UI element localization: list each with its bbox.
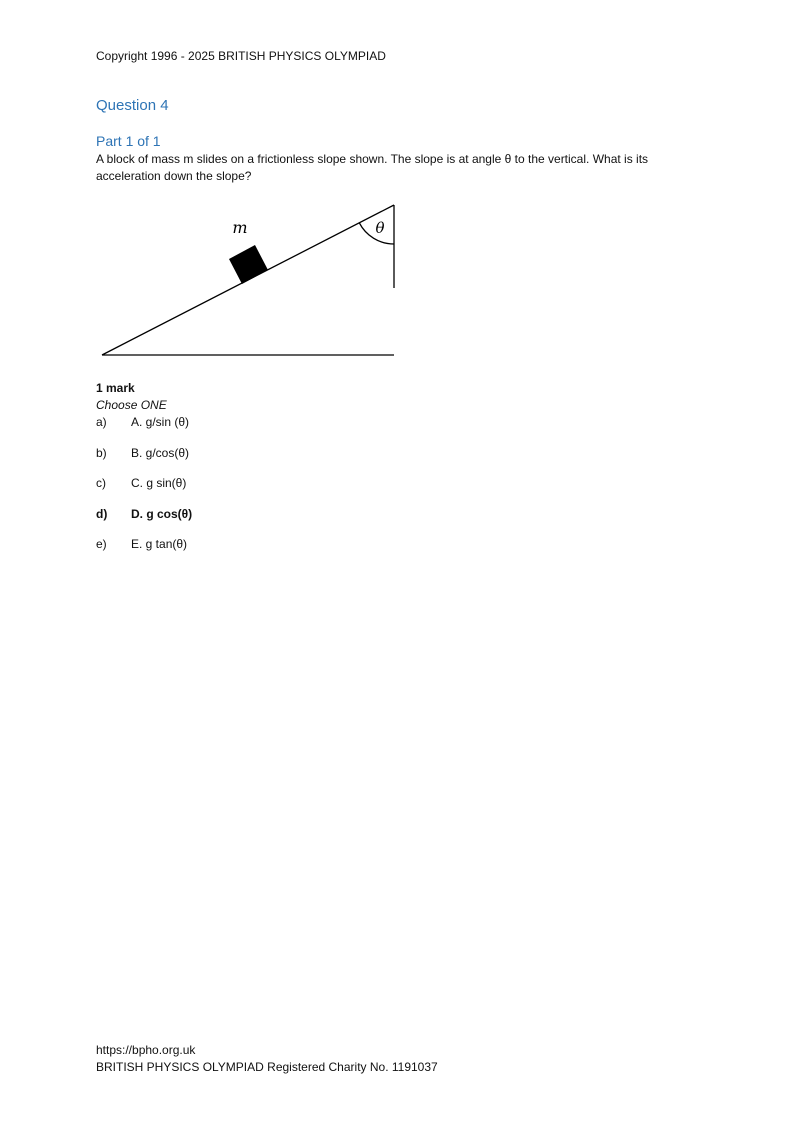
option-letter: d) [96, 507, 108, 521]
option-b[interactable] [96, 446, 189, 460]
angle-label: θ [375, 219, 385, 237]
option-letter: a) [96, 415, 107, 429]
slope-diagram [96, 198, 406, 363]
mass-block [229, 245, 268, 284]
mass-label: m [232, 218, 248, 237]
option-text: E. g tan(θ) [131, 537, 188, 551]
copyright-text: Copyright 1996 - 2025 BRITISH PHYSICS OLYMPIAD [96, 49, 386, 63]
marks-label: 1 mark [96, 381, 135, 395]
footer-url: https://bpho.org.uk [96, 1043, 196, 1057]
option-text: D. g cos(θ) [131, 507, 193, 521]
option-text: B. g/cos(θ) [131, 446, 190, 460]
question-text: A block of mass m slides on a frictionless slope shown. The slope is at angle θ to the vertical. What is its acceleration down the slope? [96, 152, 649, 183]
option-letter: e) [96, 537, 107, 551]
option-text: C. g sin(θ) [131, 476, 187, 490]
option-a[interactable] [96, 415, 189, 429]
option-text: A. g/sin (θ) [131, 415, 190, 429]
part-title: Part 1 of 1 [96, 133, 161, 149]
footer-charity: BRITISH PHYSICS OLYMPIAD Registered Charity No. 1191037 [96, 1060, 438, 1074]
choose-instruction: Choose ONE [96, 398, 167, 412]
option-c[interactable] [96, 476, 186, 490]
question-title: Question 4 [96, 97, 169, 114]
option-letter: c) [96, 476, 106, 490]
option-letter: b) [96, 446, 107, 460]
option-e[interactable] [96, 537, 187, 551]
option-d[interactable] [96, 507, 192, 521]
